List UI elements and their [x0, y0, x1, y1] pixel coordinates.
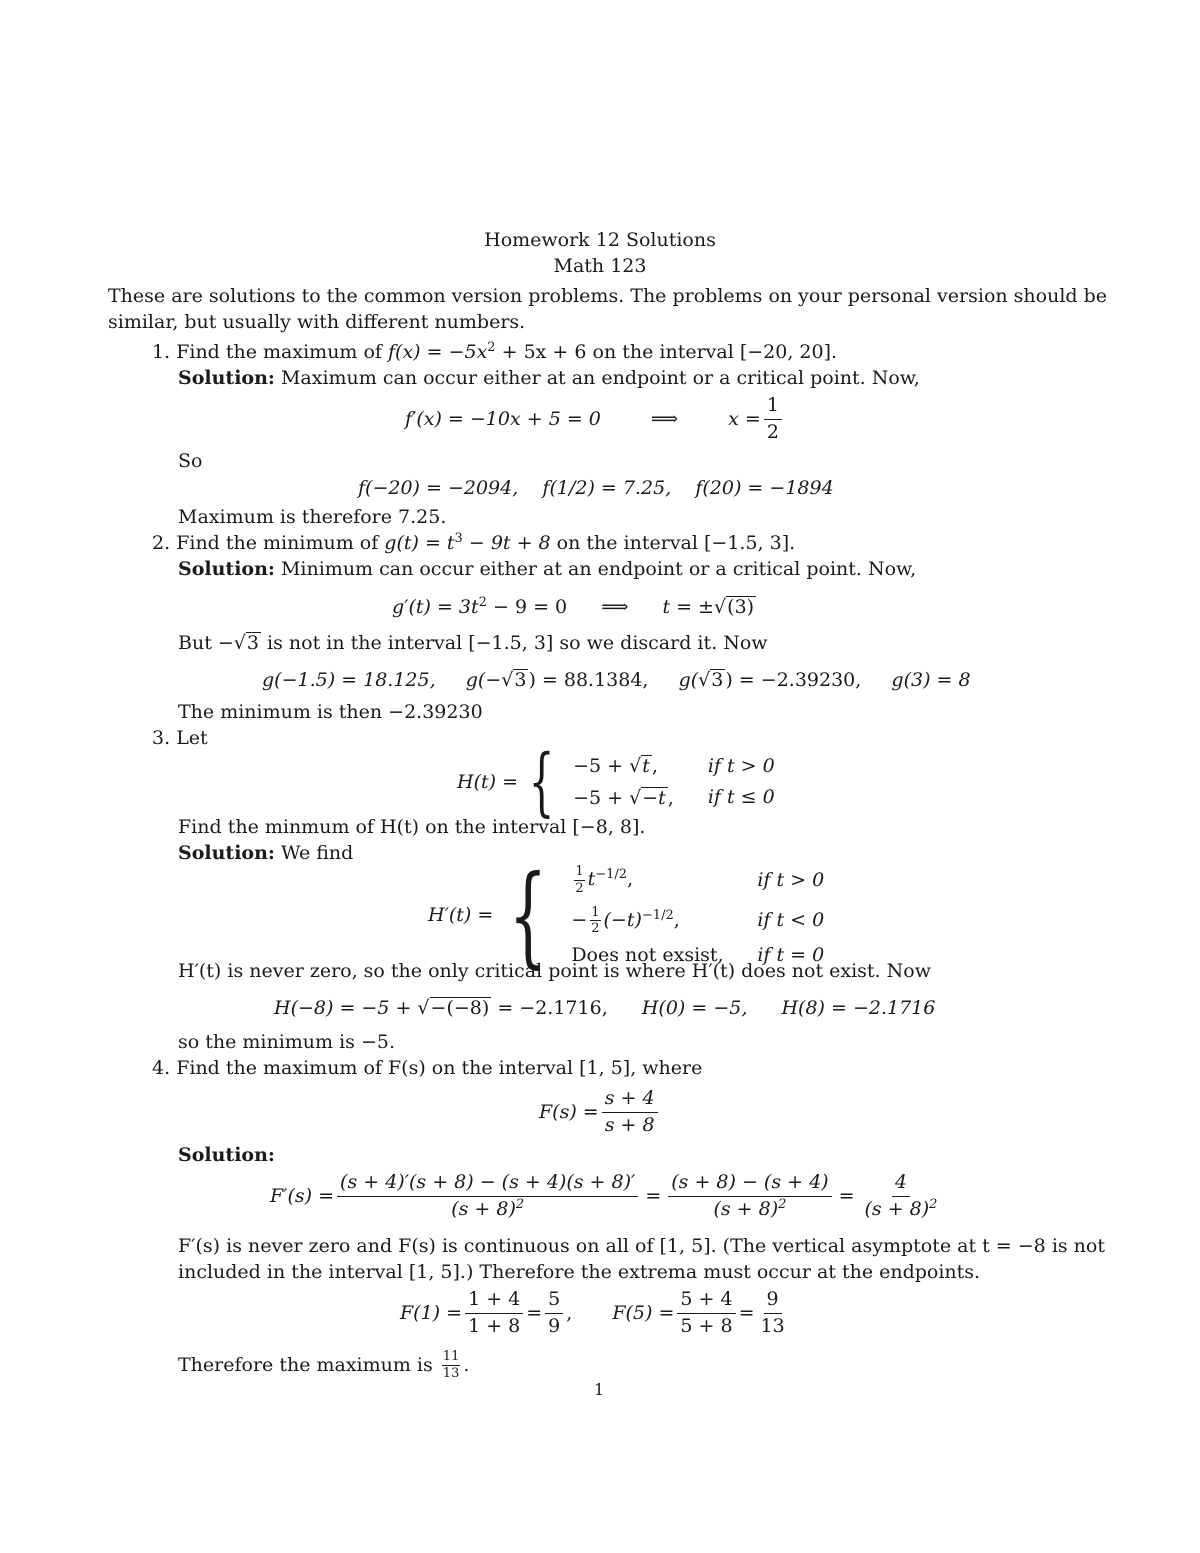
function-def-rest: − 9t + 8 — [462, 532, 551, 554]
denominator — [862, 1197, 941, 1220]
numerator: 4 — [892, 1173, 910, 1197]
fraction-one-half — [590, 906, 600, 936]
solution-label: Solution: — [178, 842, 275, 864]
note-text: But −√ — [178, 632, 246, 654]
problem-4-solution-label — [178, 1146, 275, 1165]
radicand: −t — [642, 787, 666, 809]
denominator-base: (s + 8) — [713, 1197, 779, 1220]
fraction — [442, 1350, 461, 1380]
value-1: g(−1.5) = 18.125, — [262, 669, 436, 691]
problem-1-derivative — [405, 396, 785, 443]
denominator: 13 — [442, 1365, 460, 1381]
fraction — [465, 1290, 523, 1337]
problem-number: 2. — [152, 532, 171, 554]
problem-4-note-line-2: included in the interval [1, 5].) Therefore the extrema must occur at the endpoints. — [178, 1261, 981, 1283]
value-2: g(−√ — [465, 669, 514, 691]
case-condition: if t > 0 — [757, 868, 825, 891]
base-expr: (−t) — [603, 908, 642, 931]
problem-2-values — [262, 669, 971, 691]
radicand: 3 — [246, 632, 259, 654]
problem-1-conclusion: Maximum is therefore 7.25. — [178, 506, 447, 528]
problem-3-derivative-cases — [428, 851, 832, 979]
implies-symbol: ⟹ — [650, 407, 679, 430]
left-brace: { — [509, 851, 548, 979]
intro-line-2: similar, but usually with different numbers. — [108, 311, 526, 333]
problem-4-endpoint-values: F(1) = $\frac{1 + 4}{1 + 8}$ = $\frac{5}{9}$ , F(5) = $\frac{5 + 4}{5 + 8}$ = $\frac{9}{13}$ — [400, 1290, 791, 1337]
solution-label: Solution: — [178, 558, 275, 580]
exponent: −1/2 — [595, 867, 628, 883]
denominator: 9 — [548, 1314, 561, 1337]
numerator: (s + 8) − (s + 4) — [668, 1173, 831, 1197]
problem-3-conclusion: so the minimum is −5. — [178, 1031, 396, 1053]
case-condition: if t ≤ 0 — [707, 786, 775, 809]
exponent: −1/2 — [641, 907, 674, 923]
function-lhs: H(t) = — [457, 770, 518, 793]
radicand: t — [642, 755, 650, 778]
case-expr: −5 + √ — [573, 787, 642, 809]
numerator: 9 — [764, 1290, 782, 1314]
denominator — [448, 1197, 527, 1220]
case-expr: −5 + √ — [573, 755, 642, 778]
value-2-rest: ) = 88.1384, — [528, 669, 649, 691]
exponent: 2 — [478, 595, 487, 610]
case-row — [563, 901, 832, 941]
numerator: 1 — [591, 904, 600, 920]
fraction — [677, 1290, 735, 1337]
value-lhs: F(1) = — [400, 1301, 463, 1324]
fraction — [602, 1089, 658, 1136]
comma: , — [673, 908, 680, 931]
radicand: (3) — [727, 596, 755, 618]
comma: , — [667, 787, 674, 809]
value-lhs: F(5) = — [612, 1301, 675, 1324]
radicand: −(−8) — [430, 997, 490, 1019]
denominator: s + 8 — [604, 1113, 655, 1136]
problem-1-so: So — [178, 450, 203, 472]
fraction — [668, 1173, 831, 1220]
problem-3-values — [274, 997, 935, 1019]
value-4: g(3) = 8 — [891, 669, 971, 691]
left-brace: { — [528, 739, 555, 825]
value-3: H(8) = −2.1716 — [781, 997, 936, 1019]
implies-symbol: ⟹ — [601, 596, 629, 618]
derivative-lhs: F′(s) = — [270, 1184, 335, 1207]
document-title: Homework 12 Solutions — [484, 229, 716, 251]
statement-text: Find the maximum of F(s) on the interval [1, 5], where — [176, 1057, 703, 1079]
denominator-base: (s + 8) — [451, 1197, 516, 1220]
exponent: 3 — [454, 531, 463, 546]
function-def: f(x) = −5x — [388, 341, 488, 363]
numerator: (s + 4)′(s + 8) − (s + 4)(s + 8)′ — [337, 1173, 638, 1197]
value-3-rest: ) = −2.39230, — [725, 669, 862, 691]
problem-4-function-def — [539, 1089, 661, 1136]
function-def: g(t) = t — [384, 532, 455, 554]
denominator-base: (s + 8) — [864, 1197, 930, 1220]
comma: , — [651, 755, 658, 778]
cases-table — [563, 860, 832, 970]
problem-2-derivative — [392, 596, 756, 618]
radicand: 3 — [514, 669, 527, 691]
derivative-equation: g′(t) = 3t — [392, 596, 479, 618]
x-equals: x = — [728, 407, 761, 430]
numerator: 1 — [575, 864, 584, 880]
case-condition: if t < 0 — [757, 909, 825, 932]
problem-4-derivative — [270, 1173, 943, 1220]
derivative-lhs: H′(t) = — [428, 903, 494, 926]
value-1: H(−8) = −5 + √ — [274, 997, 430, 1019]
fraction — [337, 1173, 638, 1220]
page-number: 1 — [594, 1380, 605, 1399]
exponent: 2 — [515, 1196, 525, 1212]
exponent: 2 — [778, 1196, 787, 1212]
denominator: 2 — [591, 921, 600, 937]
period: . — [463, 1353, 470, 1376]
numerator: s + 4 — [602, 1089, 658, 1113]
exponent: 2 — [929, 1196, 938, 1212]
problem-3-let — [152, 729, 208, 748]
value-2: H(0) = −5, — [641, 997, 748, 1019]
fraction-one-half — [574, 865, 584, 895]
denominator: 2 — [575, 880, 584, 896]
numerator: 1 — [764, 396, 782, 420]
case-row — [565, 750, 783, 782]
solution-label: Solution: — [178, 1144, 275, 1166]
equals-sign: = — [738, 1301, 755, 1324]
problem-number: 4. — [152, 1057, 171, 1079]
exponent: 2 — [487, 340, 496, 355]
denominator: 2 — [766, 420, 779, 443]
fraction — [757, 1290, 787, 1337]
problem-4-note-line-1: F′(s) is never zero and F(s) is continuous on all of [1, 5]. (The vertical asymptote at t = −8 is not — [178, 1235, 1105, 1257]
denominator: 13 — [760, 1314, 785, 1337]
fraction-one-half — [764, 396, 782, 443]
conclusion-text: Therefore the maximum is — [178, 1353, 439, 1376]
radicand: 3 — [711, 669, 724, 691]
interval-text: on the interval [−20, 20]. — [586, 341, 838, 363]
problem-3-solution-intro — [178, 844, 353, 863]
equals-sign: = — [526, 1301, 543, 1324]
numerator: 1 + 4 — [465, 1290, 523, 1314]
numerator: 11 — [442, 1349, 460, 1364]
case-expr: Does not exsist, — [571, 943, 724, 966]
numerator: 5 + 4 — [677, 1290, 735, 1314]
case-row — [565, 782, 783, 814]
problem-3-note: H′(t) is never zero, so the only critical point is where H′(t) does not exist. Now — [178, 960, 931, 982]
solution-text: We find — [274, 842, 354, 864]
solution-text: Minimum can occur either at an endpoint or a critical point. Now, — [274, 558, 917, 580]
problem-3-statement: Find the minmum of H(t) on the interval [−8, 8]. — [178, 816, 646, 838]
minus-sign: − — [571, 908, 588, 931]
function-lhs: F(s) = — [539, 1100, 599, 1123]
problem-4-statement — [152, 1059, 702, 1078]
fraction — [545, 1290, 563, 1337]
function-def-rest: + 5x + 6 — [495, 341, 587, 363]
interval-text: on the interval [−1.5, 3]. — [550, 532, 796, 554]
problem-4-conclusion — [178, 1350, 469, 1380]
problem-2-statement — [152, 531, 796, 554]
value-1-rest: = −2.1716, — [491, 997, 608, 1019]
course-name: Math 123 — [553, 255, 647, 277]
solution-label: Solution: — [178, 367, 275, 389]
derivative-rest: − 9 = 0 — [486, 596, 568, 618]
derivative-equation: f′(x) = −10x + 5 = 0 — [405, 407, 601, 430]
denominator — [710, 1197, 789, 1220]
problem-number: 3. — [152, 727, 171, 749]
denominator: 1 + 8 — [468, 1314, 521, 1337]
intro-line-1: These are solutions to the common version problems. The problems on your personal version should be — [108, 285, 1108, 307]
problem-2-conclusion: The minimum is then −2.39230 — [178, 701, 483, 723]
problem-1-values: f(−20) = −2094, f(1/2) = 7.25, f(20) = −1894 — [358, 477, 834, 499]
statement-text: Find the minimum of — [176, 532, 385, 554]
let-text: Let — [176, 727, 208, 749]
t-equals: t = ±√ — [662, 596, 727, 618]
problem-2-discard-note — [178, 632, 768, 654]
variable: t — [587, 868, 596, 891]
note-text-rest: is not in the interval [−1.5, 3] so we discard it. Now — [261, 632, 768, 654]
cases-table — [565, 750, 783, 814]
statement-text: Find the maximum of — [176, 341, 388, 363]
equals-sign: = — [645, 1184, 662, 1207]
solution-text: Maximum can occur either at an endpoint or a critical point. Now, — [274, 367, 920, 389]
denominator: 5 + 8 — [680, 1314, 733, 1337]
comma: , — [627, 868, 634, 891]
problem-number: 1. — [152, 341, 171, 363]
case-row — [563, 860, 832, 900]
problem-3-piecewise-def — [457, 739, 783, 825]
case-condition: if t = 0 — [757, 943, 825, 966]
problem-2-solution-intro — [178, 560, 916, 579]
problem-1-solution-intro — [178, 369, 920, 388]
case-condition: if t > 0 — [707, 754, 775, 777]
value-3: g(√ — [678, 669, 711, 691]
problem-1-statement — [152, 340, 838, 363]
fraction — [862, 1173, 941, 1220]
numerator: 5 — [545, 1290, 563, 1314]
equals-sign: = — [838, 1184, 855, 1207]
